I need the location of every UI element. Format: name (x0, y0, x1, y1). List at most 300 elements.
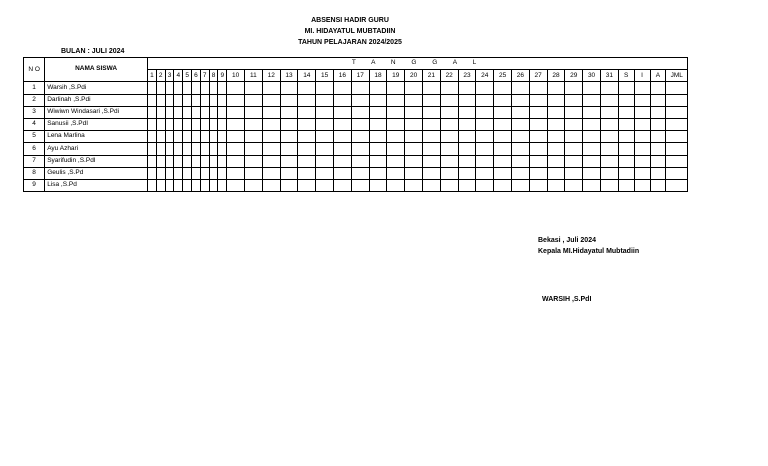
attendance-cell[interactable] (458, 167, 476, 179)
attendance-cell[interactable] (227, 155, 245, 167)
attendance-cell[interactable] (209, 167, 218, 179)
attendance-cell[interactable] (192, 155, 201, 167)
attendance-cell[interactable] (666, 167, 688, 179)
attendance-cell[interactable] (148, 106, 157, 118)
attendance-cell[interactable] (440, 179, 458, 191)
attendance-cell[interactable] (618, 143, 634, 155)
attendance-cell[interactable] (387, 167, 405, 179)
attendance-cell[interactable] (666, 118, 688, 130)
attendance-cell[interactable] (227, 106, 245, 118)
attendance-cell[interactable] (245, 106, 263, 118)
attendance-cell[interactable] (174, 82, 183, 94)
attendance-cell[interactable] (529, 155, 547, 167)
attendance-cell[interactable] (583, 131, 601, 143)
attendance-cell[interactable] (600, 131, 618, 143)
attendance-cell[interactable] (148, 131, 157, 143)
attendance-cell[interactable] (218, 118, 227, 130)
attendance-cell[interactable] (476, 179, 494, 191)
attendance-cell[interactable] (200, 167, 209, 179)
attendance-cell[interactable] (369, 155, 387, 167)
attendance-cell[interactable] (316, 118, 334, 130)
attendance-cell[interactable] (369, 82, 387, 94)
attendance-cell[interactable] (529, 118, 547, 130)
attendance-cell[interactable] (511, 94, 529, 106)
attendance-cell[interactable] (529, 82, 547, 94)
attendance-cell[interactable] (334, 143, 352, 155)
attendance-cell[interactable] (156, 179, 165, 191)
attendance-cell[interactable] (351, 118, 369, 130)
attendance-cell[interactable] (334, 118, 352, 130)
attendance-cell[interactable] (511, 82, 529, 94)
attendance-cell[interactable] (227, 118, 245, 130)
attendance-cell[interactable] (245, 82, 263, 94)
attendance-cell[interactable] (280, 106, 298, 118)
attendance-cell[interactable] (476, 118, 494, 130)
attendance-cell[interactable] (547, 131, 565, 143)
attendance-cell[interactable] (245, 167, 263, 179)
attendance-cell[interactable] (227, 131, 245, 143)
attendance-cell[interactable] (650, 118, 666, 130)
attendance-cell[interactable] (422, 82, 440, 94)
attendance-cell[interactable] (334, 82, 352, 94)
attendance-cell[interactable] (351, 106, 369, 118)
attendance-cell[interactable] (440, 118, 458, 130)
attendance-cell[interactable] (183, 143, 192, 155)
attendance-cell[interactable] (618, 82, 634, 94)
attendance-cell[interactable] (387, 143, 405, 155)
attendance-cell[interactable] (547, 94, 565, 106)
attendance-cell[interactable] (600, 179, 618, 191)
attendance-cell[interactable] (476, 155, 494, 167)
attendance-cell[interactable] (280, 179, 298, 191)
attendance-cell[interactable] (174, 167, 183, 179)
attendance-cell[interactable] (156, 118, 165, 130)
attendance-cell[interactable] (583, 118, 601, 130)
attendance-cell[interactable] (218, 143, 227, 155)
attendance-cell[interactable] (369, 167, 387, 179)
attendance-cell[interactable] (600, 106, 618, 118)
attendance-cell[interactable] (387, 155, 405, 167)
attendance-cell[interactable] (218, 106, 227, 118)
attendance-cell[interactable] (316, 94, 334, 106)
attendance-cell[interactable] (387, 106, 405, 118)
attendance-cell[interactable] (316, 143, 334, 155)
attendance-cell[interactable] (192, 94, 201, 106)
attendance-cell[interactable] (405, 131, 423, 143)
attendance-cell[interactable] (156, 106, 165, 118)
attendance-cell[interactable] (262, 143, 280, 155)
attendance-cell[interactable] (650, 143, 666, 155)
attendance-cell[interactable] (165, 143, 174, 155)
attendance-cell[interactable] (547, 106, 565, 118)
attendance-cell[interactable] (583, 82, 601, 94)
attendance-cell[interactable] (405, 167, 423, 179)
attendance-cell[interactable] (334, 106, 352, 118)
attendance-cell[interactable] (298, 106, 316, 118)
attendance-cell[interactable] (174, 179, 183, 191)
attendance-cell[interactable] (458, 118, 476, 130)
attendance-cell[interactable] (280, 143, 298, 155)
attendance-cell[interactable] (494, 82, 512, 94)
attendance-cell[interactable] (298, 179, 316, 191)
attendance-cell[interactable] (511, 155, 529, 167)
attendance-cell[interactable] (511, 143, 529, 155)
attendance-cell[interactable] (298, 143, 316, 155)
attendance-cell[interactable] (218, 82, 227, 94)
attendance-cell[interactable] (634, 143, 650, 155)
attendance-cell[interactable] (369, 143, 387, 155)
attendance-cell[interactable] (476, 131, 494, 143)
attendance-cell[interactable] (209, 82, 218, 94)
attendance-cell[interactable] (494, 106, 512, 118)
attendance-cell[interactable] (351, 167, 369, 179)
attendance-cell[interactable] (618, 131, 634, 143)
attendance-cell[interactable] (218, 179, 227, 191)
attendance-cell[interactable] (565, 167, 583, 179)
attendance-cell[interactable] (148, 118, 157, 130)
attendance-cell[interactable] (192, 167, 201, 179)
attendance-cell[interactable] (666, 82, 688, 94)
attendance-cell[interactable] (156, 94, 165, 106)
attendance-cell[interactable] (209, 94, 218, 106)
attendance-cell[interactable] (458, 179, 476, 191)
attendance-cell[interactable] (209, 106, 218, 118)
attendance-cell[interactable] (494, 118, 512, 130)
attendance-cell[interactable] (529, 131, 547, 143)
attendance-cell[interactable] (227, 82, 245, 94)
attendance-cell[interactable] (351, 94, 369, 106)
attendance-cell[interactable] (183, 155, 192, 167)
attendance-cell[interactable] (650, 155, 666, 167)
attendance-cell[interactable] (422, 131, 440, 143)
attendance-cell[interactable] (183, 94, 192, 106)
attendance-cell[interactable] (209, 143, 218, 155)
attendance-cell[interactable] (174, 155, 183, 167)
attendance-cell[interactable] (666, 106, 688, 118)
attendance-cell[interactable] (405, 82, 423, 94)
attendance-cell[interactable] (334, 131, 352, 143)
attendance-cell[interactable] (634, 118, 650, 130)
attendance-cell[interactable] (511, 131, 529, 143)
attendance-cell[interactable] (440, 94, 458, 106)
attendance-cell[interactable] (192, 179, 201, 191)
attendance-cell[interactable] (245, 179, 263, 191)
attendance-cell[interactable] (334, 94, 352, 106)
attendance-cell[interactable] (422, 143, 440, 155)
attendance-cell[interactable] (165, 82, 174, 94)
attendance-cell[interactable] (165, 167, 174, 179)
attendance-cell[interactable] (650, 94, 666, 106)
attendance-cell[interactable] (529, 94, 547, 106)
attendance-cell[interactable] (405, 94, 423, 106)
attendance-cell[interactable] (298, 94, 316, 106)
attendance-cell[interactable] (565, 94, 583, 106)
attendance-cell[interactable] (200, 106, 209, 118)
attendance-cell[interactable] (298, 155, 316, 167)
attendance-cell[interactable] (458, 82, 476, 94)
attendance-cell[interactable] (280, 167, 298, 179)
attendance-cell[interactable] (245, 155, 263, 167)
attendance-cell[interactable] (156, 82, 165, 94)
attendance-cell[interactable] (405, 143, 423, 155)
attendance-cell[interactable] (192, 82, 201, 94)
attendance-cell[interactable] (634, 179, 650, 191)
attendance-cell[interactable] (476, 143, 494, 155)
attendance-cell[interactable] (547, 118, 565, 130)
attendance-cell[interactable] (547, 143, 565, 155)
attendance-cell[interactable] (280, 155, 298, 167)
attendance-cell[interactable] (200, 131, 209, 143)
attendance-cell[interactable] (218, 94, 227, 106)
attendance-cell[interactable] (262, 131, 280, 143)
attendance-cell[interactable] (405, 155, 423, 167)
attendance-cell[interactable] (476, 94, 494, 106)
attendance-cell[interactable] (280, 94, 298, 106)
attendance-cell[interactable] (650, 106, 666, 118)
attendance-cell[interactable] (529, 143, 547, 155)
attendance-cell[interactable] (369, 131, 387, 143)
attendance-cell[interactable] (174, 143, 183, 155)
attendance-cell[interactable] (583, 143, 601, 155)
attendance-cell[interactable] (183, 167, 192, 179)
attendance-cell[interactable] (351, 82, 369, 94)
attendance-cell[interactable] (183, 106, 192, 118)
attendance-cell[interactable] (422, 106, 440, 118)
attendance-cell[interactable] (529, 106, 547, 118)
attendance-cell[interactable] (634, 167, 650, 179)
attendance-cell[interactable] (165, 118, 174, 130)
attendance-cell[interactable] (565, 179, 583, 191)
attendance-cell[interactable] (174, 106, 183, 118)
attendance-cell[interactable] (634, 131, 650, 143)
attendance-cell[interactable] (529, 179, 547, 191)
attendance-cell[interactable] (245, 118, 263, 130)
attendance-cell[interactable] (200, 82, 209, 94)
attendance-cell[interactable] (262, 82, 280, 94)
attendance-cell[interactable] (634, 106, 650, 118)
attendance-cell[interactable] (174, 94, 183, 106)
attendance-cell[interactable] (200, 143, 209, 155)
attendance-cell[interactable] (334, 155, 352, 167)
attendance-cell[interactable] (174, 131, 183, 143)
attendance-cell[interactable] (245, 143, 263, 155)
attendance-cell[interactable] (405, 118, 423, 130)
attendance-cell[interactable] (218, 131, 227, 143)
attendance-cell[interactable] (387, 131, 405, 143)
attendance-cell[interactable] (565, 82, 583, 94)
attendance-cell[interactable] (183, 179, 192, 191)
attendance-cell[interactable] (440, 106, 458, 118)
attendance-cell[interactable] (583, 155, 601, 167)
attendance-cell[interactable] (351, 143, 369, 155)
attendance-cell[interactable] (298, 131, 316, 143)
attendance-cell[interactable] (156, 143, 165, 155)
attendance-cell[interactable] (458, 94, 476, 106)
attendance-cell[interactable] (583, 167, 601, 179)
attendance-cell[interactable] (183, 131, 192, 143)
attendance-cell[interactable] (280, 131, 298, 143)
attendance-cell[interactable] (565, 118, 583, 130)
attendance-cell[interactable] (440, 143, 458, 155)
attendance-cell[interactable] (209, 155, 218, 167)
attendance-cell[interactable] (583, 106, 601, 118)
attendance-cell[interactable] (666, 131, 688, 143)
attendance-cell[interactable] (209, 118, 218, 130)
attendance-cell[interactable] (351, 155, 369, 167)
attendance-cell[interactable] (565, 155, 583, 167)
attendance-cell[interactable] (227, 143, 245, 155)
attendance-cell[interactable] (618, 94, 634, 106)
attendance-cell[interactable] (316, 131, 334, 143)
attendance-cell[interactable] (405, 106, 423, 118)
attendance-cell[interactable] (227, 94, 245, 106)
attendance-cell[interactable] (547, 82, 565, 94)
attendance-cell[interactable] (618, 167, 634, 179)
attendance-cell[interactable] (422, 179, 440, 191)
attendance-cell[interactable] (618, 118, 634, 130)
attendance-cell[interactable] (440, 131, 458, 143)
attendance-cell[interactable] (666, 143, 688, 155)
attendance-cell[interactable] (634, 82, 650, 94)
attendance-cell[interactable] (245, 131, 263, 143)
attendance-cell[interactable] (369, 106, 387, 118)
attendance-cell[interactable] (547, 179, 565, 191)
attendance-cell[interactable] (583, 179, 601, 191)
attendance-cell[interactable] (148, 155, 157, 167)
attendance-cell[interactable] (511, 118, 529, 130)
attendance-cell[interactable] (511, 106, 529, 118)
attendance-cell[interactable] (156, 155, 165, 167)
attendance-cell[interactable] (148, 167, 157, 179)
attendance-cell[interactable] (200, 94, 209, 106)
attendance-cell[interactable] (547, 167, 565, 179)
attendance-cell[interactable] (494, 155, 512, 167)
attendance-cell[interactable] (156, 131, 165, 143)
attendance-cell[interactable] (387, 82, 405, 94)
attendance-cell[interactable] (511, 179, 529, 191)
attendance-cell[interactable] (600, 143, 618, 155)
attendance-cell[interactable] (422, 118, 440, 130)
attendance-cell[interactable] (334, 167, 352, 179)
attendance-cell[interactable] (440, 155, 458, 167)
attendance-cell[interactable] (148, 82, 157, 94)
attendance-cell[interactable] (440, 82, 458, 94)
attendance-cell[interactable] (494, 94, 512, 106)
attendance-cell[interactable] (200, 118, 209, 130)
attendance-cell[interactable] (351, 179, 369, 191)
attendance-cell[interactable] (494, 143, 512, 155)
attendance-cell[interactable] (218, 155, 227, 167)
attendance-cell[interactable] (316, 179, 334, 191)
attendance-cell[interactable] (262, 155, 280, 167)
attendance-cell[interactable] (476, 167, 494, 179)
attendance-cell[interactable] (618, 155, 634, 167)
attendance-cell[interactable] (200, 155, 209, 167)
attendance-cell[interactable] (494, 131, 512, 143)
attendance-cell[interactable] (634, 155, 650, 167)
attendance-cell[interactable] (316, 155, 334, 167)
attendance-cell[interactable] (165, 106, 174, 118)
attendance-cell[interactable] (458, 155, 476, 167)
attendance-cell[interactable] (369, 118, 387, 130)
attendance-cell[interactable] (387, 179, 405, 191)
attendance-cell[interactable] (262, 94, 280, 106)
attendance-cell[interactable] (458, 106, 476, 118)
attendance-cell[interactable] (262, 167, 280, 179)
attendance-cell[interactable] (245, 94, 263, 106)
attendance-cell[interactable] (476, 106, 494, 118)
attendance-cell[interactable] (351, 131, 369, 143)
attendance-cell[interactable] (262, 179, 280, 191)
attendance-cell[interactable] (192, 143, 201, 155)
attendance-cell[interactable] (192, 118, 201, 130)
attendance-cell[interactable] (458, 143, 476, 155)
attendance-cell[interactable] (494, 179, 512, 191)
attendance-cell[interactable] (298, 118, 316, 130)
attendance-cell[interactable] (227, 167, 245, 179)
attendance-cell[interactable] (476, 82, 494, 94)
attendance-cell[interactable] (666, 94, 688, 106)
attendance-cell[interactable] (583, 94, 601, 106)
attendance-cell[interactable] (165, 155, 174, 167)
attendance-cell[interactable] (666, 155, 688, 167)
attendance-cell[interactable] (298, 167, 316, 179)
attendance-cell[interactable] (218, 167, 227, 179)
attendance-cell[interactable] (387, 94, 405, 106)
attendance-cell[interactable] (600, 94, 618, 106)
attendance-cell[interactable] (148, 143, 157, 155)
attendance-cell[interactable] (600, 155, 618, 167)
attendance-cell[interactable] (387, 118, 405, 130)
attendance-cell[interactable] (422, 94, 440, 106)
attendance-cell[interactable] (650, 179, 666, 191)
attendance-cell[interactable] (565, 106, 583, 118)
attendance-cell[interactable] (298, 82, 316, 94)
attendance-cell[interactable] (165, 179, 174, 191)
attendance-cell[interactable] (650, 167, 666, 179)
attendance-cell[interactable] (192, 131, 201, 143)
attendance-cell[interactable] (227, 179, 245, 191)
attendance-cell[interactable] (666, 179, 688, 191)
attendance-cell[interactable] (183, 118, 192, 130)
attendance-cell[interactable] (369, 179, 387, 191)
attendance-cell[interactable] (600, 118, 618, 130)
attendance-cell[interactable] (165, 94, 174, 106)
attendance-cell[interactable] (547, 155, 565, 167)
attendance-cell[interactable] (209, 179, 218, 191)
attendance-cell[interactable] (618, 179, 634, 191)
attendance-cell[interactable] (174, 118, 183, 130)
attendance-cell[interactable] (422, 167, 440, 179)
attendance-cell[interactable] (183, 82, 192, 94)
attendance-cell[interactable] (209, 131, 218, 143)
attendance-cell[interactable] (200, 179, 209, 191)
attendance-cell[interactable] (458, 131, 476, 143)
attendance-cell[interactable] (316, 82, 334, 94)
attendance-cell[interactable] (618, 106, 634, 118)
attendance-cell[interactable] (405, 179, 423, 191)
attendance-cell[interactable] (600, 167, 618, 179)
attendance-cell[interactable] (156, 167, 165, 179)
attendance-cell[interactable] (316, 167, 334, 179)
attendance-cell[interactable] (634, 94, 650, 106)
attendance-cell[interactable] (600, 82, 618, 94)
attendance-cell[interactable] (334, 179, 352, 191)
attendance-cell[interactable] (511, 167, 529, 179)
attendance-cell[interactable] (280, 82, 298, 94)
attendance-cell[interactable] (494, 167, 512, 179)
attendance-cell[interactable] (280, 118, 298, 130)
